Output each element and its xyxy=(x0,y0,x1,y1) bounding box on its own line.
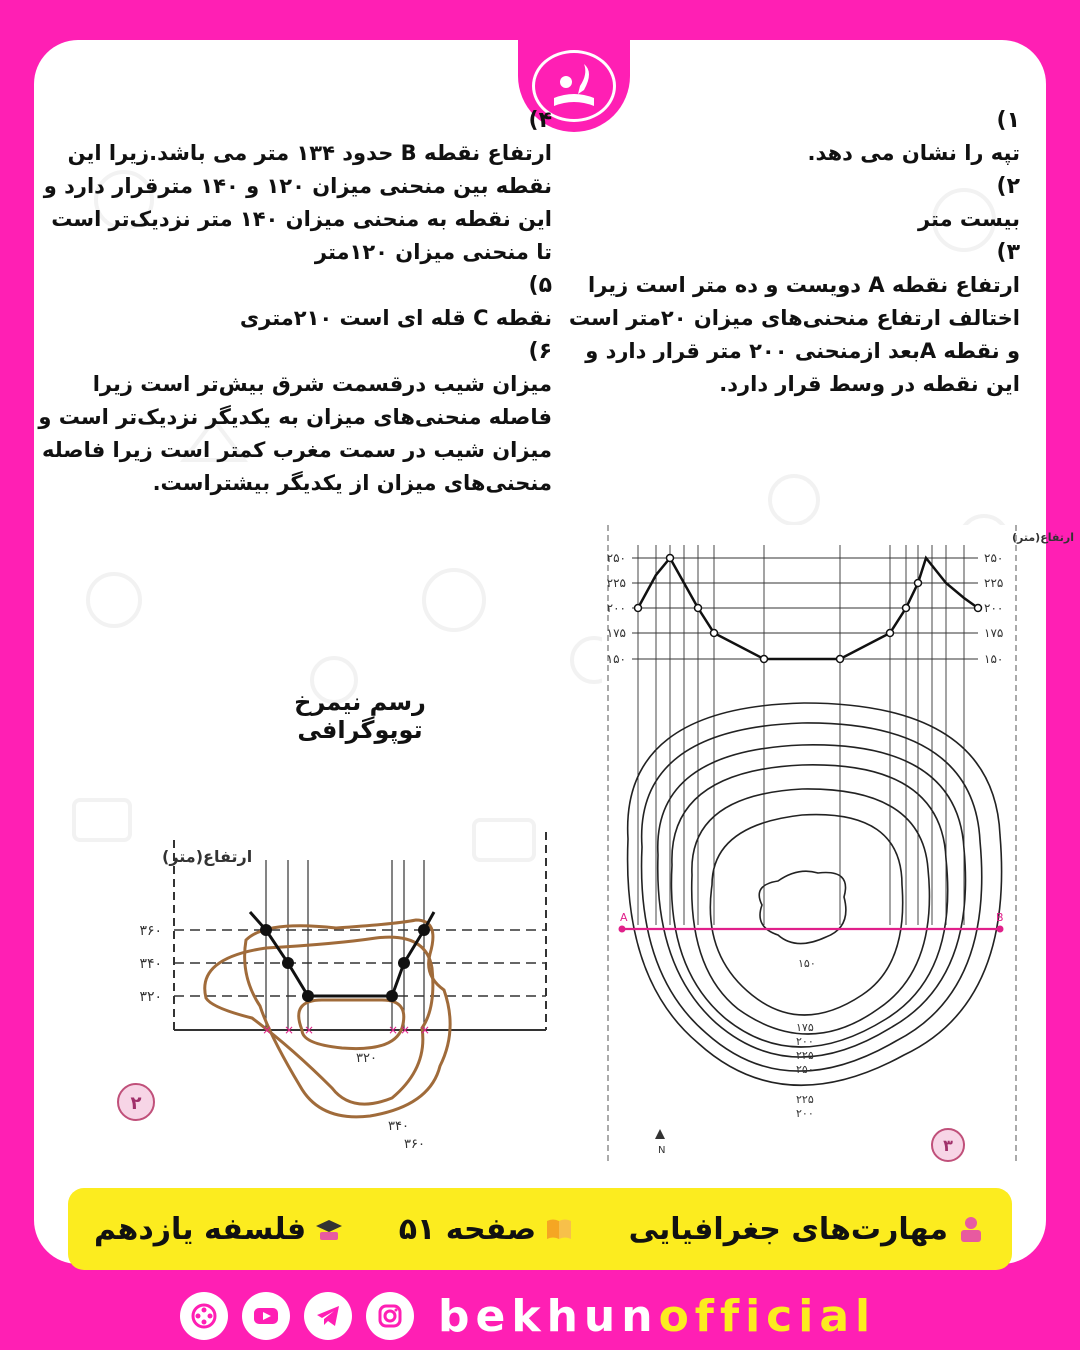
contour-label: ۲۲۵ xyxy=(796,1093,814,1106)
answers-right-column xyxy=(560,104,1020,401)
figure-badge-number: ۳ xyxy=(943,1136,953,1155)
tick-label: ۱۵۰ xyxy=(606,652,626,666)
social-links xyxy=(180,1290,900,1342)
contour-label: ۲۲۵ xyxy=(796,1049,814,1062)
figure-badge-number: ۲ xyxy=(130,1093,142,1114)
svg-text:×: × xyxy=(284,1023,295,1037)
telegram-icon xyxy=(313,1301,343,1331)
contour-line-360 xyxy=(245,920,451,1117)
contour-label: ۳۶۰ xyxy=(404,1137,425,1152)
tick-label: ۱۷۵ xyxy=(606,626,626,640)
answer-text: میزان شیب درقسمت شرق بیش‌تر است زیرا فاصله منحنی‌های میزان به یکدیگر نزدیک‌تر است و میزان شیب در سمت مغرب کمتر است زیرا فاصله منحنی‌های میزان از یکدیگر بیشتراست. xyxy=(38,372,552,495)
svg-text:×: × xyxy=(388,1023,399,1037)
answer-text: تپه را نشان می دهد. xyxy=(807,141,1020,165)
svg-text:×: × xyxy=(420,1023,431,1037)
north-label: N xyxy=(658,1145,666,1156)
point-a-label: A xyxy=(620,911,628,924)
contour-label: ۲۰۰ xyxy=(796,1107,814,1120)
contour-label: ۱۵۰ xyxy=(798,957,816,970)
profile-point xyxy=(302,990,314,1002)
instagram-icon xyxy=(375,1301,405,1331)
tick-label: ۲۵۰ xyxy=(606,551,626,565)
topographic-profile-2 xyxy=(70,820,570,1150)
answer-text: ارتفاع نقطه A دویست و ده متر است زیرا اختالف ارتفاع منحنی‌های میزان ۲۰متر است و نقطه Aبعد ازمنحنی ۲۰۰ متر قرار دارد و این نقطه در وسط قرار دارد. xyxy=(568,273,1020,396)
aparat-link[interactable] xyxy=(180,1292,228,1340)
section-caption: رسم نیمرخ توپوگرافی xyxy=(294,688,426,744)
topic-item xyxy=(629,1212,986,1247)
contour-label: ۲۰۰ xyxy=(796,1035,814,1048)
answer-text: بیست متر xyxy=(917,207,1020,231)
svg-text:×: × xyxy=(262,1023,273,1037)
tick-label: ۲۰۰ xyxy=(984,601,1004,615)
profile-line xyxy=(250,912,434,996)
tick-label: ۲۰۰ xyxy=(606,601,626,615)
question-number: ۵) xyxy=(528,273,552,298)
tick-label: ۱۵۰ xyxy=(984,652,1004,666)
topographic-profile-3 xyxy=(602,525,1074,1175)
teacher-icon xyxy=(956,1214,986,1244)
question-number: ۳) xyxy=(996,240,1020,265)
profile-point xyxy=(386,990,398,1002)
profile-point xyxy=(282,957,294,969)
answers-left-column xyxy=(32,104,552,500)
question-number: ۱) xyxy=(996,108,1020,133)
lesson-info-bar xyxy=(68,1188,1012,1270)
tick-label: ۲۵۰ xyxy=(984,551,1004,565)
tick-label: ۲۲۵ xyxy=(606,576,626,590)
contour-label: ۳۲۰ xyxy=(356,1051,377,1066)
brand-part-1: bekhun xyxy=(438,1290,659,1342)
profile-point xyxy=(418,924,430,936)
question-number: ۶) xyxy=(528,339,552,364)
youtube-link[interactable] xyxy=(242,1292,290,1340)
svg-text:×: × xyxy=(304,1023,315,1037)
tick-label: ۳۲۰ xyxy=(139,989,162,1005)
page-item xyxy=(399,1212,574,1247)
answer-text: ارتفاع نقطه B حدود ۱۳۴ متر می باشد.زیرا این نقطه بین منحنی میزان ۱۲۰ و ۱۴۰ مترقرار دارد و این نقطه به منحنی میزان ۱۴۰ متر نزدیک‌تر است تا منحنی میزان ۱۲۰متر xyxy=(43,141,552,264)
topic-label: مهارت‌های جغرافیایی xyxy=(628,1211,948,1247)
tick-label: ۳۴۰ xyxy=(139,956,162,972)
course-label: فلسفه یازدهم xyxy=(94,1211,307,1247)
profile-point xyxy=(398,957,410,969)
brand-part-2: official xyxy=(658,1290,877,1342)
contour-label: ۳۴۰ xyxy=(388,1119,409,1134)
answer-text: نقطه C قله ای است ۲۱۰متری xyxy=(239,306,552,330)
graduation-cap-icon xyxy=(314,1214,344,1244)
open-book-icon xyxy=(544,1214,574,1244)
point-b-label: B xyxy=(996,911,1004,924)
question-number: ۴) xyxy=(528,108,552,133)
svg-text:×: × xyxy=(400,1023,411,1037)
instagram-link[interactable] xyxy=(366,1292,414,1340)
telegram-link[interactable] xyxy=(304,1292,352,1340)
course-item xyxy=(94,1212,344,1247)
tick-label: ۱۷۵ xyxy=(984,626,1004,640)
contour-label: ۲۵۰ xyxy=(796,1063,814,1076)
tick-label: ۲۲۵ xyxy=(984,576,1004,590)
question-number: ۲) xyxy=(996,174,1020,199)
page-label: صفحه ۵۱ xyxy=(398,1211,537,1247)
tick-label: ۳۶۰ xyxy=(139,923,162,939)
profile-point xyxy=(260,924,272,936)
axis-label: ارتفاع(متر) xyxy=(1012,531,1074,544)
axis-label: ارتفاع(متر) xyxy=(162,847,253,866)
youtube-icon xyxy=(251,1301,281,1331)
brand-handle xyxy=(438,1291,876,1342)
aparat-icon xyxy=(189,1301,219,1331)
contour-label: ۱۷۵ xyxy=(796,1021,814,1034)
